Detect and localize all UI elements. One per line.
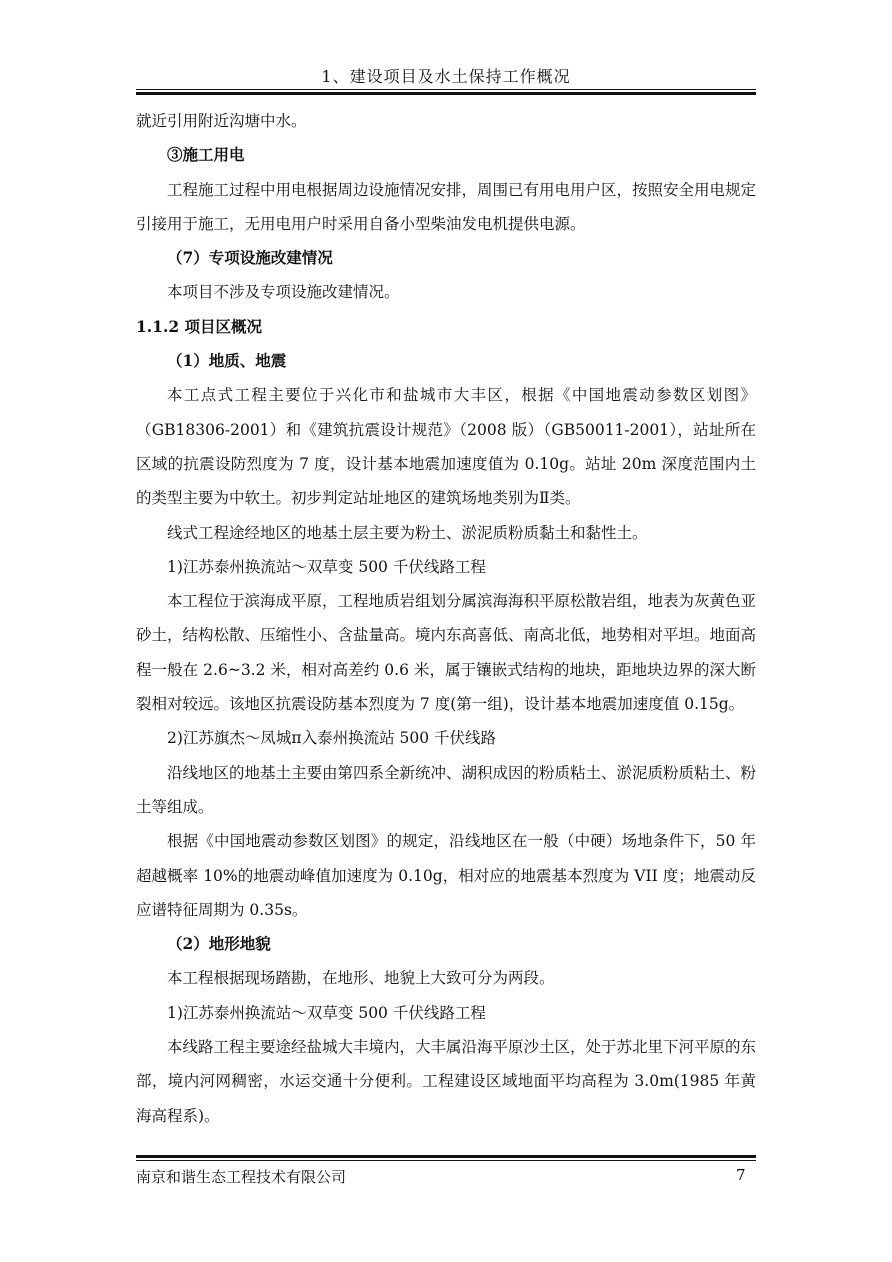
subsection-heading: 1.1.2 项目区概况 <box>136 316 263 336</box>
page-number: 7 <box>736 1166 746 1184</box>
paragraph-text: 1)江苏泰州换流站～双草变 500 千伏线路工程 <box>167 1003 486 1022</box>
header-title: 1、建设项目及水土保持工作概况 <box>321 67 571 86</box>
page-body <box>136 104 756 1133</box>
section-heading: （7）专项设施改建情况 <box>167 248 333 268</box>
paragraph-text: 1)江苏泰州换流站～双草变 500 千伏线路工程 <box>167 557 486 576</box>
footer-company: 南京和谐生态工程技术有限公司 <box>136 1168 347 1186</box>
header-rule-thin <box>136 89 756 90</box>
paragraph-text: 本项目不涉及专项设施改建情况。 <box>167 283 400 302</box>
header-rule-thick <box>136 92 756 95</box>
paragraph-text: 本工程位于滨海成平原，工程地质岩组划分属滨海海积平原松散岩组，地表为灰黄色亚砂土，结构松散、压缩性小、含盐量高。境内东高喜低、南高北低，地势相对平坦。地面高程一般在 2.6~3.2 米，相对高差约 0.6 米，属于镶嵌式结构的地块，距地块边界的深大断裂相对较远。该地区抗震设防基本烈度为 7 度(第一组)，设计基本地震加速度值 0.15g。 <box>136 592 757 714</box>
section-heading: ③施工用电 <box>167 145 245 165</box>
section-heading: （2）地形地貌 <box>167 934 271 954</box>
paragraph-text: 沿线地区的地基土主要由第四系全新统冲、湖积成因的粉质粘土、淤泥质粉质粘土、粉土等组成。 <box>136 763 757 816</box>
paragraph-text: 根据《中国地震动参数区划图》的规定，沿线地区在一般（中硬）场地条件下，50 年超越概率 10%的地震动峰值加速度为 0.10g，相对应的地震基本烈度为 VII 度；地震动反应谱特征周期为 0.35s。 <box>136 832 756 919</box>
footer-rule-thin <box>136 1160 756 1161</box>
paragraph-text: 本工程根据现场踏勘，在地形、地貌上大致可分为两段。 <box>167 969 555 988</box>
paragraph-text: 本线路工程主要途经盐城大丰境内，大丰属沿海平原沙土区，处于苏北里下河平原的东部，境内河网稠密，水运交通十分便利。工程建设区域地面平均高程为 3.0m(1985 年黄海高程系)。 <box>136 1038 757 1125</box>
section-heading: （1）地质、地震 <box>167 351 287 371</box>
paragraph-text: 2)江苏旗杰～凤城π入泰州换流站 500 千伏线路 <box>167 729 497 748</box>
paragraph-text: 线式工程途经地区的地基土层主要为粉土、淤泥质粉质黏土和黏性土。 <box>167 523 648 542</box>
footer-rule-thick <box>136 1155 756 1158</box>
paragraph-text: 本工点式工程主要位于兴化市和盐城市大丰区，根据《中国地震动参数区划图》（GB18306-2001）和《建筑抗震设计规范》（2008 版）（GB50011-2001），站址所在区域的抗震设防烈度为 7 度，设计基本地震加速度值为 0.10g。站址 20m 深度范围内土的类型主要为中软土。初步判定站址地区的建筑场地类别为Ⅱ类。 <box>136 386 756 508</box>
paragraph-text: 工程施工过程中用电根据周边设施情况安排，周围已有用电用户区，按照安全用电规定引接用于施工，无用电用户时采用自备小型柴油发电机提供电源。 <box>136 180 757 233</box>
paragraph-text: 就近引用附近沟塘中水。 <box>136 112 307 130</box>
